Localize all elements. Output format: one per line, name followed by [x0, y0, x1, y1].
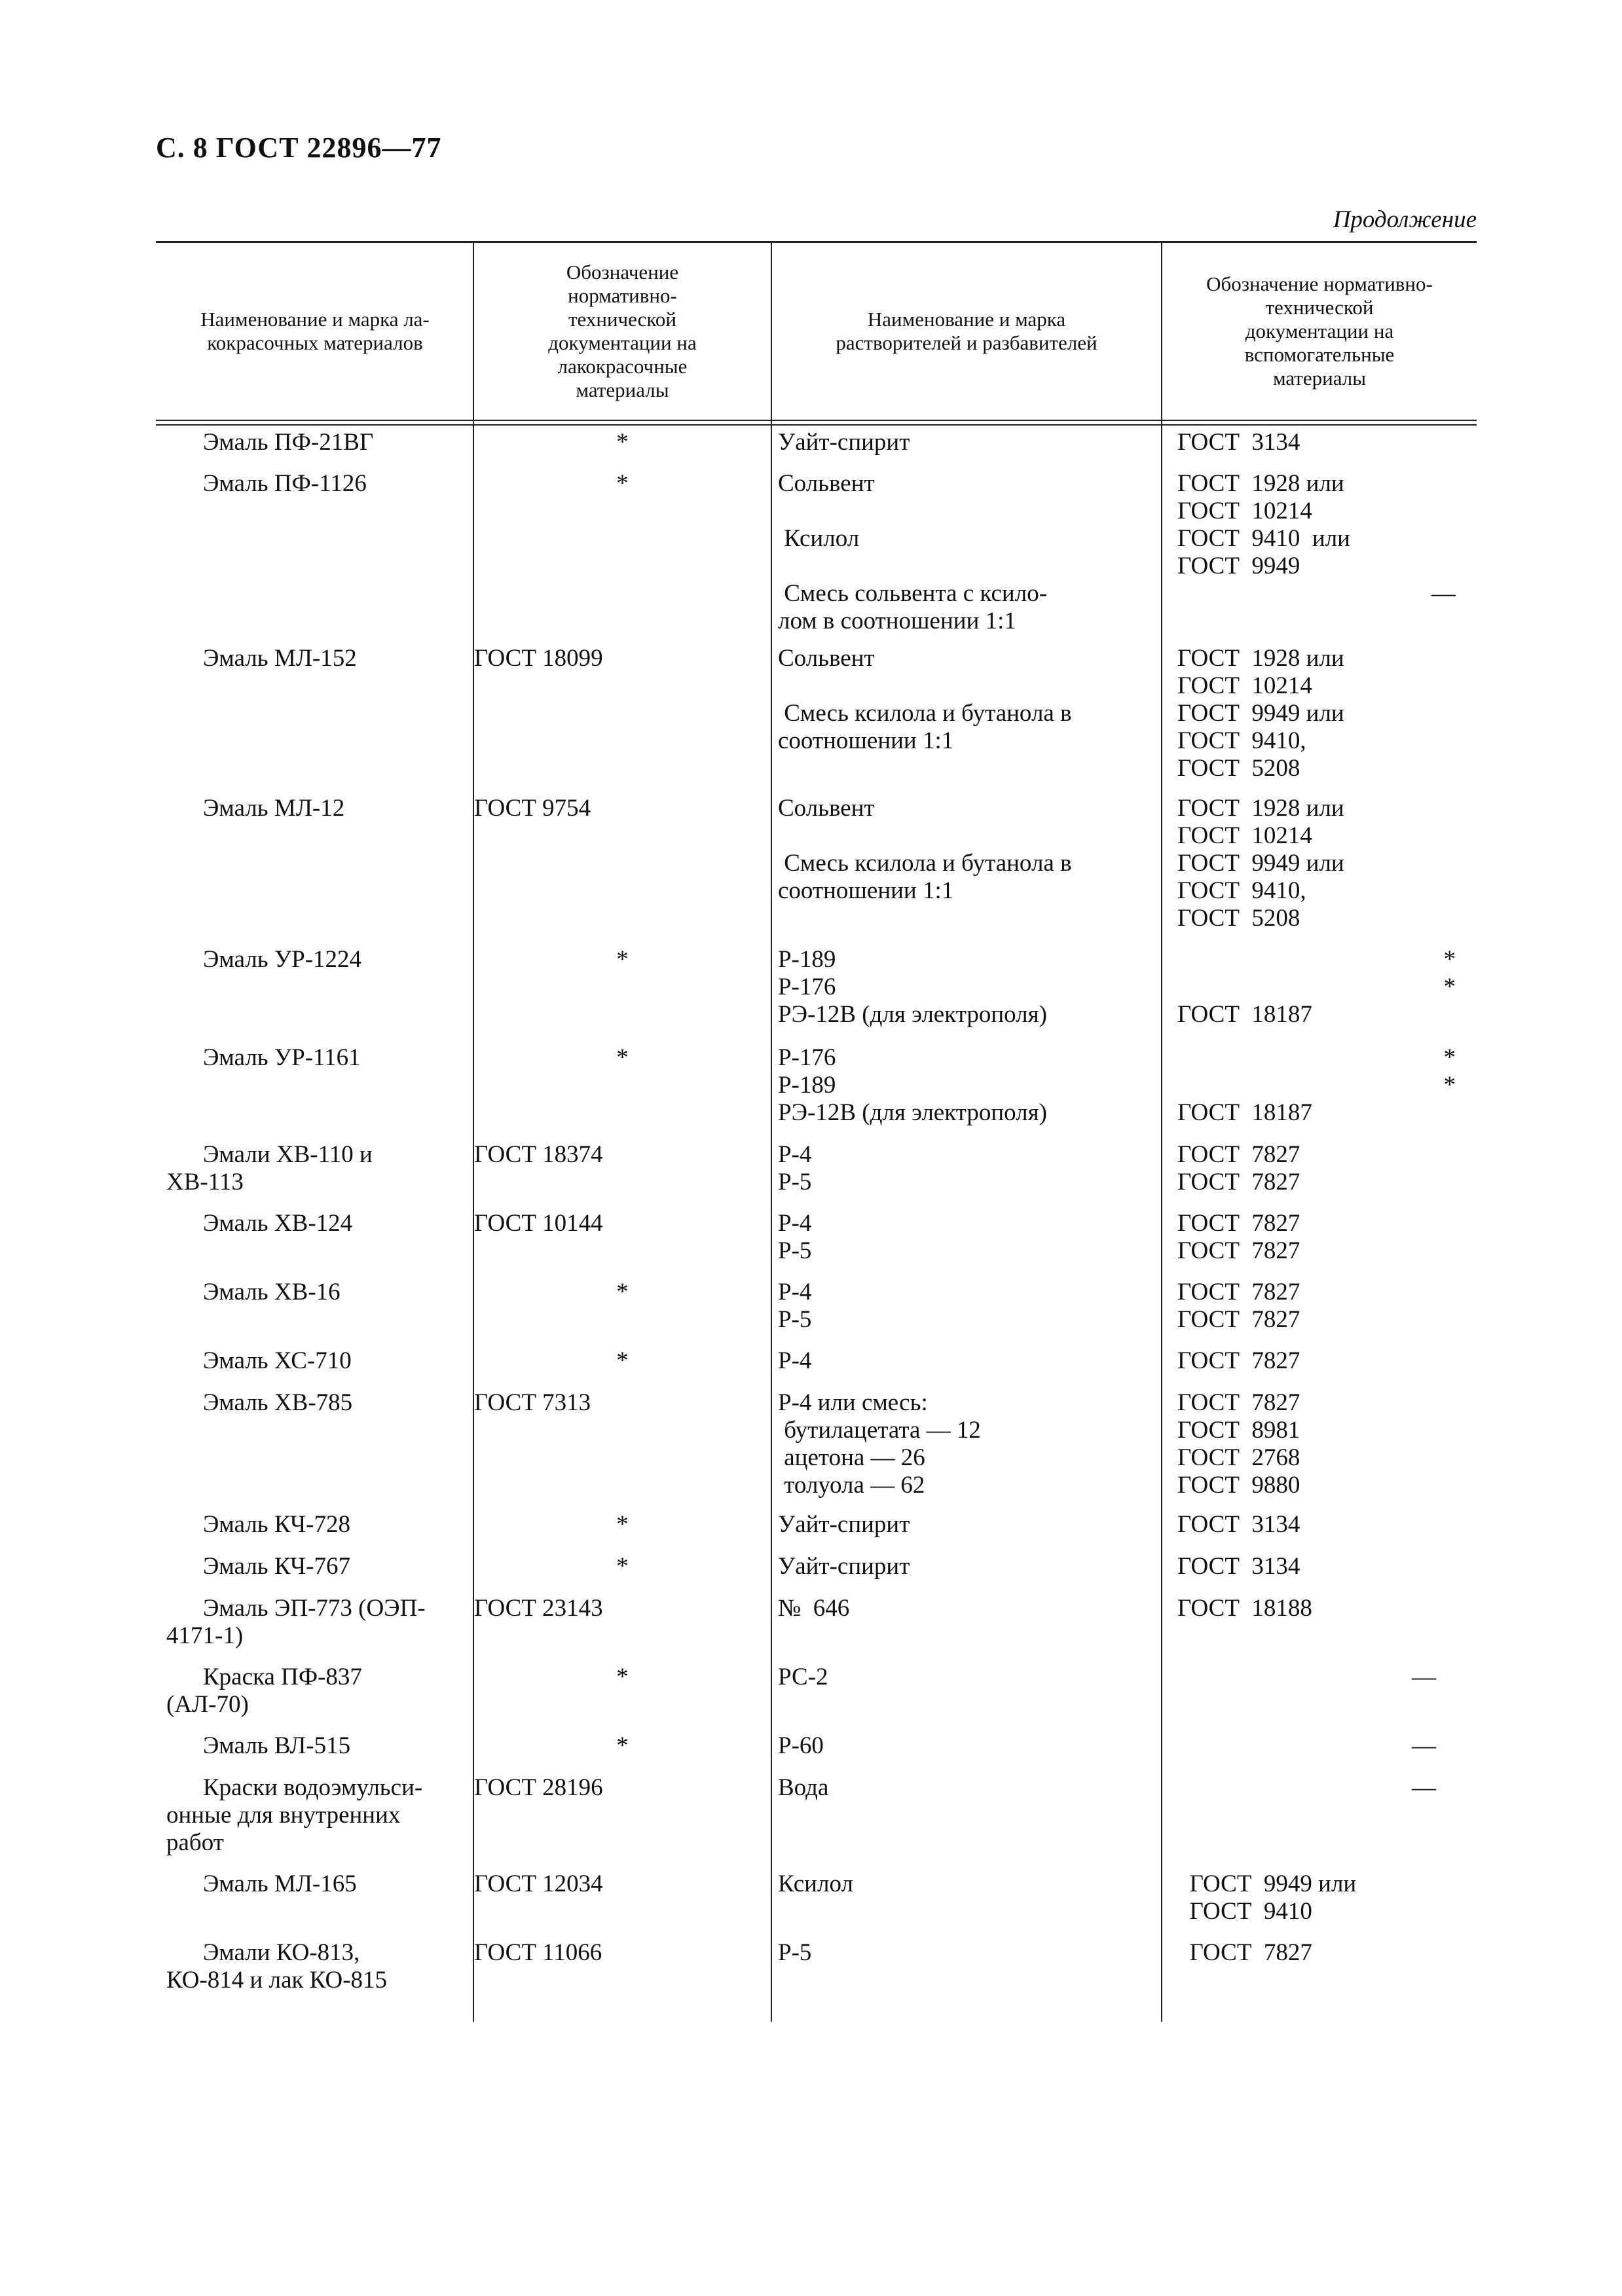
material-doc: *	[616, 1044, 629, 1071]
material-name: Эмали КО-813, КО-814 и лак КО-815	[166, 1939, 388, 1994]
column-header-material-doc: Обозначение нормативно- технической документации на лакокрасочные материалы	[548, 261, 697, 401]
material-doc: ГОСТ 9754	[474, 795, 591, 822]
solvent-line: Ксилол	[778, 1870, 853, 1897]
aux-doc-list	[1177, 470, 1475, 608]
aux-doc-list	[1177, 1664, 1475, 1691]
material-name: Эмаль ПФ-1126	[203, 470, 367, 497]
material-name: Эмаль ПФ-21ВГ	[203, 429, 374, 456]
material-name: Эмаль ХС-710	[203, 1347, 352, 1374]
aux-doc-line: ГОСТ 7827	[1177, 1347, 1300, 1374]
solvent-line: Р-4	[778, 1210, 812, 1237]
solvent-line: соотношении 1:1	[778, 727, 954, 754]
aux-doc-line: ГОСТ 2768	[1177, 1444, 1300, 1471]
material-name: Эмаль УР-1161	[203, 1044, 361, 1071]
aux-doc-line: ГОСТ 5208	[1177, 755, 1300, 782]
aux-doc-line: ГОСТ 18187	[1177, 1099, 1312, 1126]
material-name: Эмаль КЧ-767	[203, 1553, 350, 1580]
material-doc: *	[616, 1553, 629, 1580]
aux-doc-line: ГОСТ 3134	[1177, 1553, 1300, 1580]
solvent-line: бутилацетата — 12	[778, 1417, 981, 1444]
column-header-solvents: Наименование и марка растворителей и разбавителей	[836, 308, 1097, 354]
aux-doc-line: *	[1443, 1072, 1456, 1099]
solvent-line: Уайт-спирит	[778, 1511, 910, 1538]
column-header-material: Наименование и марка ла- кокрасочных материалов	[200, 308, 430, 354]
aux-doc-line: ГОСТ 1928 или	[1177, 470, 1344, 497]
solvent-line: Сольвент	[778, 470, 875, 497]
material-doc: *	[616, 1347, 629, 1374]
solvent-line: РЭ-12В (для электрополя)	[778, 1099, 1047, 1126]
aux-doc-line: ГОСТ 7827	[1177, 1389, 1300, 1416]
aux-doc-line: ГОСТ 3134	[1177, 1511, 1300, 1538]
aux-doc-line: ГОСТ 1928 или	[1177, 645, 1344, 672]
aux-doc-list	[1177, 1141, 1475, 1196]
solvent-line: Р-176	[778, 1044, 836, 1071]
material-doc: ГОСТ 7313	[474, 1389, 591, 1416]
aux-doc-line: ГОСТ 9949 или	[1177, 850, 1344, 877]
aux-doc-list	[1177, 1210, 1475, 1265]
aux-doc-list	[1177, 795, 1475, 932]
solvent-line: Сольвент	[778, 795, 875, 822]
solvent-line: Р-5	[778, 1306, 812, 1333]
aux-doc-line: ГОСТ 10214	[1177, 822, 1312, 849]
aux-doc-line: ГОСТ 9410	[1177, 1898, 1312, 1925]
solvent-line: Уайт-спирит	[778, 429, 910, 456]
aux-doc-line: ГОСТ 9949 или	[1177, 700, 1344, 727]
solvent-line: Р-176	[778, 974, 836, 1000]
solvent-line: Р-189	[778, 946, 836, 973]
material-name: Эмаль ХВ-16	[203, 1279, 341, 1305]
aux-doc-line: ГОСТ 7827	[1177, 1141, 1300, 1168]
aux-doc-list	[1177, 1389, 1475, 1499]
solvent-line: Смесь ксилола и бутанола в	[778, 700, 1072, 727]
material-doc: *	[616, 1511, 629, 1538]
aux-doc-line: ГОСТ 7827	[1177, 1237, 1300, 1264]
aux-doc-list	[1177, 1553, 1475, 1580]
material-doc: ГОСТ 12034	[474, 1870, 603, 1897]
header-rule-double	[156, 424, 1477, 426]
material-doc: *	[616, 470, 629, 497]
continuation-label: Продолжение	[1333, 206, 1477, 233]
page-header: С. 8 ГОСТ 22896—77	[156, 132, 442, 164]
aux-doc-line: *	[1443, 946, 1456, 973]
material-name: Эмаль МЛ-152	[203, 645, 357, 672]
solvent-line: Р-5	[778, 1169, 812, 1195]
aux-doc-line: ГОСТ 9949 или	[1177, 1870, 1357, 1897]
solvent-line: Сольвент	[778, 645, 875, 672]
material-name: Эмаль МЛ-165	[203, 1870, 357, 1897]
aux-doc-line: ГОСТ 5208	[1177, 905, 1300, 932]
material-doc: *	[616, 1732, 629, 1759]
aux-doc-list	[1177, 1511, 1475, 1539]
aux-doc-line: ГОСТ 9410,	[1177, 727, 1306, 754]
material-doc: ГОСТ 23143	[474, 1595, 603, 1622]
aux-doc-line: —	[1412, 1664, 1436, 1690]
header-rule	[156, 420, 1477, 421]
aux-doc-line: ГОСТ 7827	[1177, 1169, 1300, 1195]
aux-doc-line: ГОСТ 9949	[1177, 553, 1300, 579]
solvent-line: лом в соотношении 1:1	[778, 608, 1016, 634]
solvent-line: соотношении 1:1	[778, 877, 954, 904]
aux-doc-list	[1177, 1595, 1475, 1622]
material-name: Краски водоэмульси- онные для внутренних работ	[166, 1774, 423, 1856]
aux-doc-list	[1177, 946, 1475, 1029]
solvent-line: Р-5	[778, 1237, 812, 1264]
material-doc: ГОСТ 18099	[474, 645, 603, 672]
aux-doc-line: ГОСТ 18187	[1177, 1001, 1312, 1028]
solvent-line: толуола — 62	[778, 1472, 925, 1499]
aux-doc-line: —	[1431, 580, 1456, 607]
aux-doc-list	[1177, 429, 1475, 456]
aux-doc-line: ГОСТ 3134	[1177, 429, 1300, 456]
solvent-line: Р-189	[778, 1072, 836, 1099]
material-doc: *	[616, 1664, 629, 1690]
material-doc: ГОСТ 11066	[474, 1939, 602, 1966]
aux-doc-list	[1177, 1939, 1475, 1967]
solvent-line: ацетона — 26	[778, 1444, 925, 1471]
aux-doc-line: ГОСТ 1928 или	[1177, 795, 1344, 822]
aux-doc-line: ГОСТ 7827	[1177, 1939, 1312, 1966]
solvent-line: Р-5	[778, 1939, 812, 1966]
material-doc: ГОСТ 28196	[474, 1774, 603, 1801]
material-name: Эмаль УР-1224	[203, 946, 362, 973]
aux-doc-line: —	[1412, 1732, 1436, 1759]
aux-doc-line: —	[1412, 1774, 1436, 1801]
aux-doc-list	[1177, 1774, 1475, 1802]
material-doc: ГОСТ 10144	[474, 1210, 603, 1237]
aux-doc-line: ГОСТ 18188	[1177, 1595, 1312, 1622]
aux-doc-line: ГОСТ 10214	[1177, 672, 1312, 699]
material-doc: ГОСТ 18374	[474, 1141, 603, 1168]
aux-doc-line: ГОСТ 7827	[1177, 1279, 1300, 1305]
column-divider	[771, 242, 772, 2022]
material-name: Эмаль КЧ-728	[203, 1511, 350, 1538]
aux-doc-line: ГОСТ 9410 или	[1177, 525, 1350, 552]
solvent-line: Р-60	[778, 1732, 824, 1759]
column-header-aux-doc: Обозначение нормативно- технической документации на вспомогательные материалы	[1206, 272, 1433, 390]
material-name: Эмаль МЛ-12	[203, 795, 345, 822]
material-name: Краска ПФ-837 (АЛ-70)	[166, 1664, 362, 1718]
aux-doc-line: *	[1443, 974, 1456, 1000]
solvent-line: Ксилол	[778, 525, 860, 552]
material-name: Эмаль ЭП-773 (ОЭП- 4171-1)	[166, 1595, 426, 1649]
aux-doc-list	[1177, 1732, 1475, 1760]
aux-doc-line: ГОСТ 9880	[1177, 1472, 1300, 1499]
solvent-line: Р-4	[778, 1347, 812, 1374]
aux-doc-list	[1177, 1279, 1475, 1334]
solvent-line: Р-4 или смесь:	[778, 1389, 928, 1416]
solvent-line: Вода	[778, 1774, 829, 1801]
solvent-line: Р-4	[778, 1279, 812, 1305]
aux-doc-list	[1177, 645, 1475, 782]
aux-doc-line: ГОСТ 7827	[1177, 1210, 1300, 1237]
material-name: Эмаль ХВ-124	[203, 1210, 353, 1237]
solvent-line: Р-4	[778, 1141, 812, 1168]
material-name: Эмаль ХВ-785	[203, 1389, 353, 1416]
solvent-line: Смесь сольвента с ксило-	[778, 580, 1048, 607]
aux-doc-list	[1177, 1870, 1475, 1925]
aux-doc-list	[1177, 1347, 1475, 1375]
material-doc: *	[616, 946, 629, 973]
material-doc: *	[616, 429, 629, 456]
table-top-rule	[156, 241, 1477, 243]
solvent-line: Уайт-спирит	[778, 1553, 910, 1580]
material-name: Эмали ХВ-110 и ХВ-113	[166, 1141, 373, 1195]
aux-doc-line: *	[1443, 1044, 1456, 1071]
aux-doc-line: ГОСТ 7827	[1177, 1306, 1300, 1333]
solvent-line: РЭ-12В (для электрополя)	[778, 1001, 1047, 1028]
aux-doc-line: ГОСТ 10214	[1177, 498, 1312, 524]
solvent-line: РС-2	[778, 1664, 828, 1690]
solvent-line: Смесь ксилола и бутанола в	[778, 850, 1072, 877]
solvent-line: № 646	[778, 1595, 850, 1622]
material-name: Эмаль ВЛ-515	[203, 1732, 351, 1759]
aux-doc-line: ГОСТ 9410,	[1177, 877, 1306, 904]
material-doc: *	[616, 1279, 629, 1305]
aux-doc-list	[1177, 1044, 1475, 1127]
aux-doc-line: ГОСТ 8981	[1177, 1417, 1300, 1444]
